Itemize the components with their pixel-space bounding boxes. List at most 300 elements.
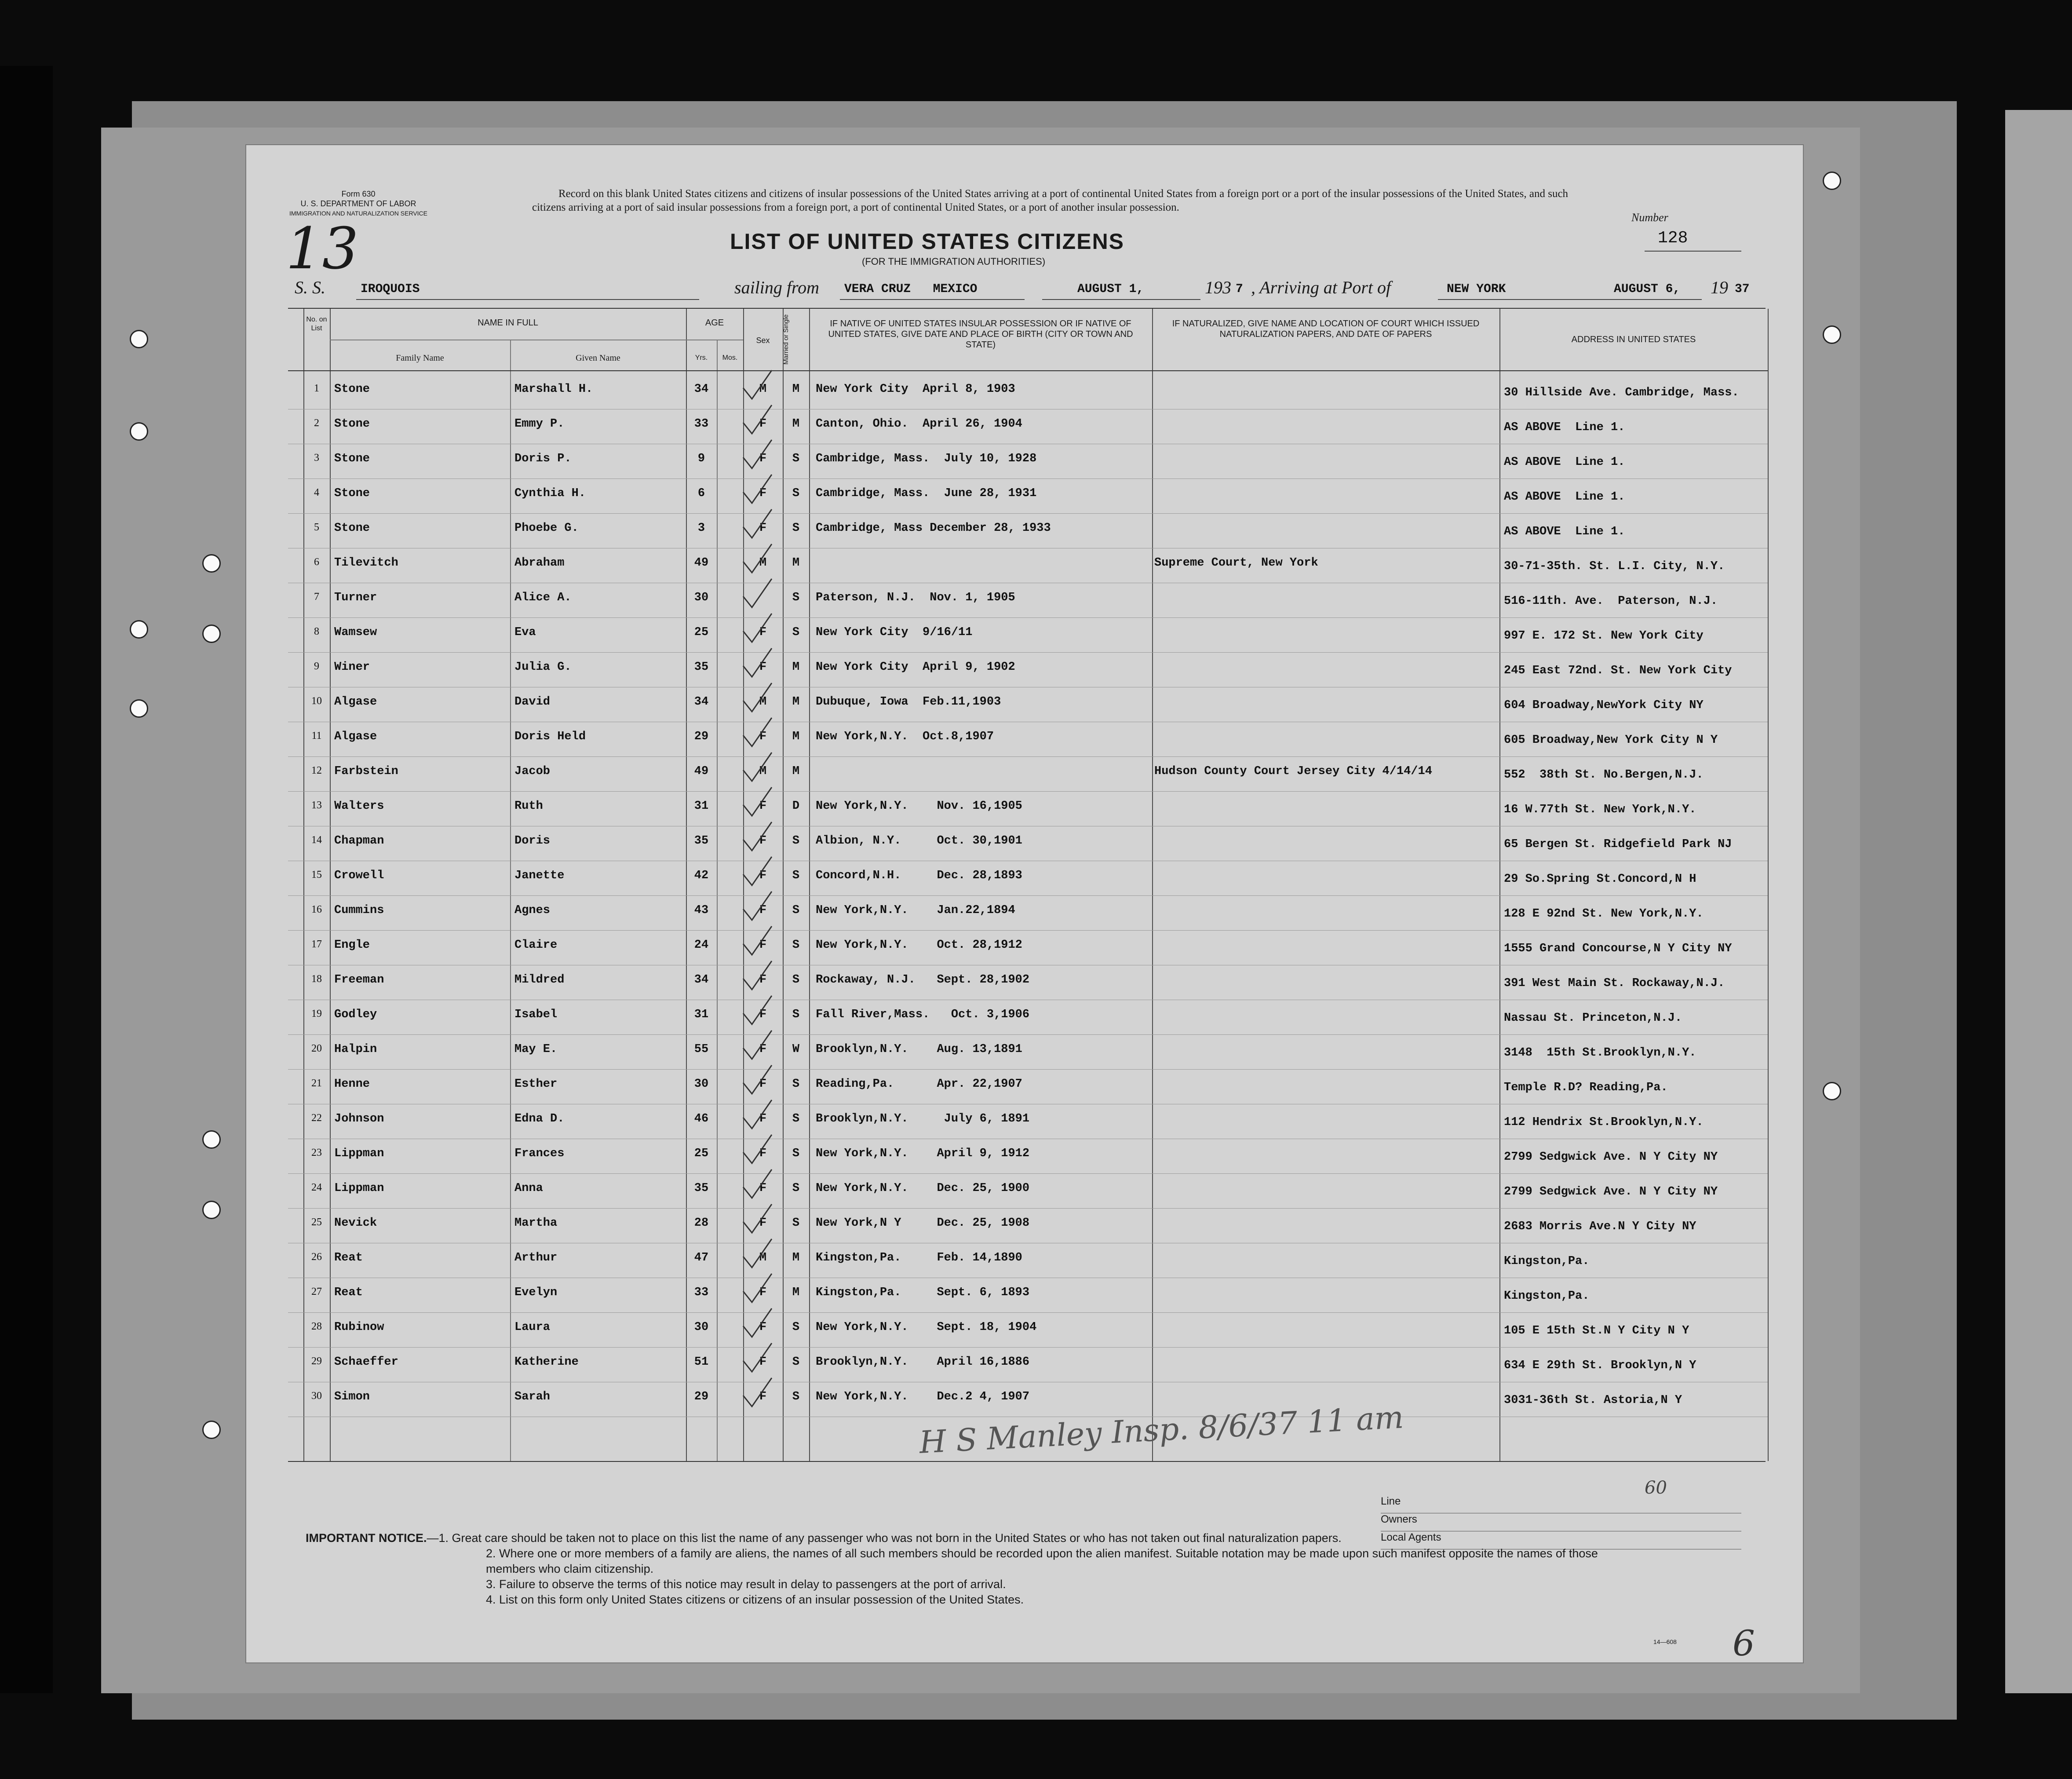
sex: F — [759, 730, 767, 743]
notice-title: IMPORTANT NOTICE. — [306, 1531, 427, 1545]
age-years: 47 — [694, 1251, 709, 1264]
family-name: Lippman — [334, 1182, 384, 1195]
us-address: 552 38th St. No.Bergen,N.J. — [1504, 768, 1704, 782]
birth-date-place: Kingston,Pa. Sept. 6, 1893 — [816, 1286, 1030, 1299]
sex: F — [759, 834, 767, 847]
given-name: Doris Held — [514, 730, 586, 743]
us-address: 605 Broadway,New York City N Y — [1504, 734, 1718, 747]
birth-date-place: Brooklyn,N.Y. Aug. 13,1891 — [816, 1043, 1022, 1056]
family-name: Algase — [334, 730, 377, 743]
row-number: 2 — [314, 417, 319, 429]
row-number: 15 — [311, 869, 322, 880]
check-mark — [743, 926, 772, 955]
arriving-label: , Arriving at Port of — [1251, 278, 1391, 297]
us-address: 2683 Morris Ave.N Y City NY — [1504, 1220, 1696, 1233]
sex: F — [759, 1216, 767, 1230]
manifest-number: 128 — [1658, 229, 1688, 248]
family-name: Simon — [334, 1390, 370, 1403]
age-years: 49 — [694, 556, 709, 570]
row-number: 5 — [314, 522, 319, 533]
birth-date-place: Brooklyn,N.Y. July 6, 1891 — [816, 1112, 1030, 1125]
col-naturalization: IF NATURALIZED, GIVE NAME AND LOCATION OF COURT WHICH ISSUED NATURALIZATION PAPERS, AND DATE OF PAPERS — [1172, 319, 1480, 339]
family-name: Johnson — [334, 1112, 384, 1125]
given-name: Cynthia H. — [514, 487, 586, 500]
check-mark — [743, 683, 772, 712]
us-address: 3148 15th St.Brooklyn,N.Y. — [1504, 1046, 1696, 1059]
check-mark — [743, 996, 772, 1024]
age-years: 6 — [697, 487, 705, 500]
row-number: 10 — [311, 695, 322, 707]
age-years: 34 — [694, 973, 709, 986]
family-name: Farbstein — [334, 765, 398, 778]
birth-date-place: New York,N.Y. Dec. 25, 1900 — [816, 1182, 1030, 1195]
family-name: Schaeffer — [334, 1355, 398, 1369]
birth-date-place: Canton, Ohio. April 26, 1904 — [816, 417, 1022, 431]
given-name: Frances — [514, 1147, 565, 1160]
given-name: Katherine — [514, 1355, 579, 1369]
birth-date-place: New York,N.Y. Dec.2 4, 1907 — [816, 1390, 1030, 1403]
us-address: AS ABOVE Line 1. — [1504, 421, 1625, 434]
col-married-single: Married or Single — [782, 314, 790, 365]
age-years: 35 — [694, 661, 709, 674]
binder-hole — [130, 330, 148, 348]
check-mark — [743, 544, 772, 573]
binder-hole — [202, 625, 221, 643]
birth-date-place: New York,N Y Dec. 25, 1908 — [816, 1216, 1030, 1230]
given-name: Mildred — [514, 973, 565, 986]
family-name: Crowell — [334, 869, 384, 882]
birth-date-place: Concord,N.H. Dec. 28,1893 — [816, 869, 1022, 882]
family-name: Freeman — [334, 973, 384, 986]
marital-status: S — [792, 1216, 800, 1230]
age-years: 34 — [694, 383, 709, 396]
check-mark — [743, 440, 772, 468]
arrival-year-prefix: 19 — [1711, 278, 1728, 297]
marital-status: M — [792, 661, 800, 674]
age-years: 29 — [694, 730, 709, 743]
age-years: 31 — [694, 800, 709, 813]
given-name: Laura — [514, 1321, 551, 1334]
marital-status: S — [792, 939, 800, 952]
us-address: Nassau St. Princeton,N.J. — [1504, 1012, 1682, 1025]
notice-item: —1. Great care should be taken not to place on this list the name of any passenger who was not born in the United States or who has not taken out final naturalization papers. — [427, 1531, 1342, 1545]
marital-status: S — [792, 1112, 800, 1125]
marital-status: S — [792, 1078, 800, 1091]
age-years: 35 — [694, 834, 709, 847]
col-age-yrs: Yrs. — [695, 354, 708, 362]
birth-date-place: New York City April 9, 1902 — [816, 661, 1015, 674]
check-mark — [743, 961, 772, 990]
given-name: Julia G. — [514, 661, 572, 674]
check-mark — [743, 1065, 772, 1094]
birth-date-place: Fall River,Mass. Oct. 3,1906 — [816, 1008, 1030, 1021]
family-name: Stone — [334, 452, 370, 465]
us-address: 30-71-35th. St. L.I. City, N.Y. — [1504, 560, 1725, 573]
col-sex: Sex — [756, 336, 770, 345]
given-name: Emmy P. — [514, 417, 565, 431]
row-number: 21 — [311, 1078, 322, 1089]
sex: F — [759, 1147, 767, 1160]
film-border-left — [0, 66, 53, 1693]
row-number: 13 — [311, 800, 322, 811]
passenger-count: 60 — [1645, 1478, 1667, 1498]
binder-hole — [202, 1421, 221, 1439]
number-field — [1645, 229, 1741, 252]
us-address: Kingston,Pa. — [1504, 1290, 1590, 1303]
marital-status: S — [792, 1390, 800, 1403]
print-code: 14—608 — [1653, 1638, 1677, 1645]
family-name: Wamsew — [334, 626, 377, 639]
check-mark — [743, 822, 772, 851]
sex: M — [759, 556, 767, 570]
naturalization-court: Hudson County Court Jersey City 4/14/14 — [1154, 765, 1432, 778]
check-mark — [743, 1169, 772, 1198]
us-address: 1555 Grand Concourse,N Y City NY — [1504, 942, 1732, 955]
given-name: Claire — [514, 939, 558, 952]
check-mark — [743, 405, 772, 434]
family-name: Nevick — [334, 1216, 377, 1230]
naturalization-court: Supreme Court, New York — [1154, 556, 1318, 570]
page-mark: 6 — [1733, 1623, 1755, 1664]
family-name: Rubinow — [334, 1321, 384, 1334]
family-name: Stone — [334, 383, 370, 396]
us-address: 105 E 15th St.N Y City N Y — [1504, 1324, 1689, 1337]
us-address: 516-11th. Ave. Paterson, N.J. — [1504, 595, 1718, 608]
row-number: 14 — [311, 834, 322, 846]
us-address: 391 West Main St. Rockaway,N.J. — [1504, 977, 1725, 990]
row-number: 25 — [311, 1216, 322, 1228]
sex: F — [759, 626, 767, 639]
marital-status: S — [792, 1147, 800, 1160]
marital-status: S — [792, 522, 800, 535]
given-name: Edna D. — [514, 1112, 565, 1125]
service-name: IMMIGRATION AND NATURALIZATION SERVICE — [289, 210, 427, 217]
number-label: Number — [1631, 211, 1668, 224]
birth-date-place: New York,N.Y. Oct.8,1907 — [816, 730, 994, 743]
sex: F — [759, 487, 767, 500]
row-number: 17 — [311, 939, 322, 950]
us-address: 634 E 29th St. Brooklyn,N Y — [1504, 1359, 1696, 1372]
col-no-on-list: No. on List — [306, 316, 327, 332]
inspector-signature: H S Manley Insp. 8/6/37 11 am — [918, 1399, 1404, 1461]
sex: F — [759, 417, 767, 431]
birth-date-place: Kingston,Pa. Feb. 14,1890 — [816, 1251, 1022, 1264]
marital-status: M — [792, 1251, 800, 1264]
sex: M — [759, 695, 767, 709]
given-name: Alice A. — [514, 591, 572, 604]
marital-status: M — [792, 383, 800, 396]
row-number: 4 — [314, 487, 319, 498]
marital-status: M — [792, 730, 800, 743]
birth-date-place: Brooklyn,N.Y. April 16,1886 — [816, 1355, 1030, 1369]
birth-date-place: Dubuque, Iowa Feb.11,1903 — [816, 695, 1001, 709]
marital-status: M — [792, 556, 800, 570]
family-name: Reat — [334, 1251, 363, 1264]
row-number: 7 — [314, 591, 319, 603]
age-years: 33 — [694, 1286, 709, 1299]
col-family-name: Family Name — [396, 353, 444, 363]
age-years: 55 — [694, 1043, 709, 1056]
check-mark — [743, 475, 772, 503]
sex: M — [759, 1251, 767, 1264]
binder-hole — [130, 699, 148, 718]
given-name: Ruth — [514, 800, 543, 813]
row-number: 11 — [311, 730, 322, 742]
family-name: Chapman — [334, 834, 384, 847]
marital-status: S — [792, 1008, 800, 1021]
check-mark — [743, 1204, 772, 1233]
row-number: 29 — [311, 1355, 322, 1367]
marital-status: S — [792, 834, 800, 847]
form-instructions: Record on this blank United States citizens and citizens of insular possessions of the United States arriving at a port of continental United States from a foreign port or a port of the insular possessions of the United States, and such citizens arriving at a port of said insular possessions from a foreign port, a port of continental United States, or a port of another insular possession. — [532, 188, 1569, 213]
row-number: 30 — [311, 1390, 322, 1402]
us-address: AS ABOVE Line 1. — [1504, 456, 1625, 469]
check-mark — [743, 1274, 772, 1302]
check-mark — [743, 1030, 772, 1059]
marital-status: S — [792, 869, 800, 882]
check-mark — [743, 648, 772, 677]
age-years: 46 — [694, 1112, 709, 1125]
check-mark — [743, 753, 772, 781]
check-mark — [743, 370, 772, 399]
us-address: 29 So.Spring St.Concord,N H — [1504, 873, 1696, 886]
age-years: 25 — [694, 626, 709, 639]
birth-date-place: New York City April 8, 1903 — [816, 383, 1015, 396]
birth-date-place: Cambridge, Mass. June 28, 1931 — [816, 487, 1037, 500]
birth-date-place: New York,N.Y. Sept. 18, 1904 — [816, 1321, 1037, 1334]
birth-date-place: Cambridge, Mass. July 10, 1928 — [816, 452, 1037, 465]
sex: F — [759, 869, 767, 882]
marital-status: M — [792, 695, 800, 709]
given-name: Isabel — [514, 1008, 558, 1021]
marital-status: S — [792, 973, 800, 986]
col-place-of-birth: IF NATIVE OF UNITED STATES INSULAR POSSESSION OR IF NATIVE OF UNITED STATES, GIVE DATE AND PLACE OF BIRTH (CITY OR TOWN AND STATE) — [828, 319, 1133, 350]
sailing-from-label: sailing from — [734, 278, 819, 297]
col-address: ADDRESS IN UNITED STATES — [1571, 335, 1696, 344]
row-number: 16 — [311, 904, 322, 915]
date-underline — [1042, 299, 1200, 300]
marital-status: S — [792, 1355, 800, 1369]
arrival-date-underline — [1605, 299, 1702, 300]
arrival-port: NEW YORK — [1447, 282, 1506, 296]
age-years: 30 — [694, 1078, 709, 1091]
given-name: David — [514, 695, 551, 709]
age-years: 35 — [694, 1182, 709, 1195]
agents-label: Local Agents — [1381, 1531, 1441, 1543]
birth-date-place: Reading,Pa. Apr. 22,1907 — [816, 1078, 1022, 1091]
vessel-underline — [356, 299, 699, 300]
departure-year: 7 — [1236, 282, 1243, 296]
check-mark — [743, 1100, 772, 1129]
check-mark — [743, 1378, 772, 1406]
sex: F — [759, 904, 767, 917]
binder-hole — [1823, 325, 1841, 344]
given-name: Doris P. — [514, 452, 572, 465]
birth-date-place: New York,N.Y. Oct. 28,1912 — [816, 939, 1022, 952]
department-name: U. S. DEPARTMENT OF LABOR — [300, 199, 416, 208]
col-age: AGE — [705, 318, 724, 328]
family-name: Tilevitch — [334, 556, 398, 570]
arrival-date: AUGUST 6, — [1614, 282, 1681, 296]
form-identity — [286, 189, 431, 218]
birth-date-place: New York,N.Y. April 9, 1912 — [816, 1147, 1030, 1160]
birth-date-place: Albion, N.Y. Oct. 30,1901 — [816, 834, 1022, 847]
check-mark — [743, 787, 772, 816]
marital-status: S — [792, 626, 800, 639]
us-address: 128 E 92nd St. New York,N.Y. — [1504, 907, 1704, 921]
row-number: 12 — [311, 765, 322, 776]
form-subtitle: (FOR THE IMMIGRATION AUTHORITIES) — [862, 256, 1046, 267]
family-name: Stone — [334, 417, 370, 431]
owners-label: Owners — [1381, 1513, 1417, 1525]
form-title: LIST OF UNITED STATES CITIZENS — [730, 229, 1125, 254]
sex: F — [759, 1321, 767, 1334]
given-name: Esther — [514, 1078, 558, 1091]
check-mark — [743, 1239, 772, 1268]
family-name: Henne — [334, 1078, 370, 1091]
age-years: 30 — [694, 1321, 709, 1334]
birth-date-place: Rockaway, N.J. Sept. 28,1902 — [816, 973, 1030, 986]
given-name: Agnes — [514, 904, 551, 917]
notice-item: 3. Failure to observe the terms of this notice may result in delay to passengers at the port of arrival. — [486, 1578, 1006, 1591]
sex: F — [759, 939, 767, 952]
binder-hole — [202, 554, 221, 573]
check-mark — [743, 1343, 772, 1372]
voyage-line — [295, 277, 1803, 303]
row-number: 6 — [314, 556, 319, 568]
sex: F — [759, 1286, 767, 1299]
row-number: 20 — [311, 1043, 322, 1054]
binder-hole — [202, 1130, 221, 1149]
age-years: 51 — [694, 1355, 709, 1369]
us-address: 65 Bergen St. Ridgefield Park NJ — [1504, 838, 1732, 851]
departure-port: VERA CRUZ MEXICO — [844, 282, 978, 296]
manifest-page — [246, 145, 1803, 1662]
sex: M — [759, 765, 767, 778]
family-name: Halpin — [334, 1043, 377, 1056]
age-years: 29 — [694, 1390, 709, 1403]
us-address: 2799 Sedgwick Ave. N Y City NY — [1504, 1185, 1718, 1198]
check-mark — [743, 1135, 772, 1163]
marital-status: S — [792, 487, 800, 500]
check-marks — [288, 309, 1768, 1461]
family-name: Turner — [334, 591, 377, 604]
binder-hole — [1823, 1082, 1841, 1100]
sex: F — [759, 973, 767, 986]
sex: F — [759, 1355, 767, 1369]
age-years: 30 — [694, 591, 709, 604]
given-name: Eva — [514, 626, 536, 639]
binder-hole — [202, 1201, 221, 1219]
rule — [1768, 309, 1769, 1461]
us-address: AS ABOVE Line 1. — [1504, 490, 1625, 504]
check-mark — [743, 857, 772, 885]
sex: F — [759, 661, 767, 674]
form-number: Form 630 — [341, 190, 376, 198]
row-number: 23 — [311, 1147, 322, 1158]
departure-year-prefix: 193 — [1205, 278, 1231, 297]
given-name: Arthur — [514, 1251, 558, 1264]
age-years: 43 — [694, 904, 709, 917]
us-address: 16 W.77th St. New York,N.Y. — [1504, 803, 1696, 816]
sex: F — [759, 522, 767, 535]
age-years: 42 — [694, 869, 709, 882]
ss-label: S. S. — [295, 278, 325, 297]
us-address: Temple R.D? Reading,Pa. — [1504, 1081, 1668, 1094]
given-name: Abraham — [514, 556, 565, 570]
departure-date: AUGUST 1, — [1077, 282, 1144, 296]
marital-status: M — [792, 417, 800, 431]
sex: M — [759, 383, 767, 396]
given-name: Jacob — [514, 765, 551, 778]
col-given-name: Given Name — [576, 353, 620, 363]
row-number: 28 — [311, 1321, 322, 1332]
binder-hole — [130, 620, 148, 639]
birth-date-place: Cambridge, Mass December 28, 1933 — [816, 522, 1051, 535]
marital-status: S — [792, 1321, 800, 1334]
us-address: Kingston,Pa. — [1504, 1255, 1590, 1268]
marital-status: M — [792, 765, 800, 778]
given-name: Marshall H. — [514, 383, 593, 396]
given-name: Martha — [514, 1216, 558, 1230]
check-mark — [743, 1308, 772, 1337]
sex: F — [759, 452, 767, 465]
age-years: 34 — [694, 695, 709, 709]
family-name: Godley — [334, 1008, 377, 1021]
age-years: 24 — [694, 939, 709, 952]
family-name: Winer — [334, 661, 370, 674]
row-number: 27 — [311, 1286, 322, 1297]
age-years: 49 — [694, 765, 709, 778]
family-name: Engle — [334, 939, 370, 952]
row-number: 19 — [311, 1008, 322, 1019]
us-address: 2799 Sedgwick Ave. N Y City NY — [1504, 1151, 1718, 1164]
binder-hole — [130, 422, 148, 441]
marital-status: S — [792, 904, 800, 917]
age-years: 31 — [694, 1008, 709, 1021]
age-years: 3 — [697, 522, 705, 535]
us-address: 604 Broadway,NewYork City NY — [1504, 699, 1704, 712]
check-mark — [743, 509, 772, 538]
binder-hole — [1823, 172, 1841, 190]
manifest-table — [288, 308, 1766, 1462]
family-name: Reat — [334, 1286, 363, 1299]
port-underline — [840, 299, 1025, 300]
arrival-year: 37 — [1735, 282, 1750, 296]
family-name: Stone — [334, 522, 370, 535]
notice-item: 2. Where one or more members of a family are aliens, the names of all such members should be recorded upon the alien manifest. Suitable notation may be made upon such manifest opposite the names of those members who claim citizenship. — [486, 1547, 1598, 1575]
family-name: Lippman — [334, 1147, 384, 1160]
given-name: Doris — [514, 834, 551, 847]
owners-field — [1381, 1513, 1741, 1531]
age-years: 25 — [694, 1147, 709, 1160]
given-name: Evelyn — [514, 1286, 558, 1299]
line-field — [1381, 1495, 1741, 1513]
family-name: Walters — [334, 800, 384, 813]
notice-item: 4. List on this form only United States citizens or citizens of an insular possession of the United States. — [486, 1593, 1024, 1606]
marital-status: M — [792, 1286, 800, 1299]
us-address: 3031-36th St. Astoria,N Y — [1504, 1394, 1682, 1407]
row-number: 1 — [314, 383, 319, 394]
family-name: Stone — [334, 487, 370, 500]
row-number: 9 — [314, 661, 319, 672]
given-name: Janette — [514, 869, 565, 882]
birth-date-place: New York,N.Y. Nov. 16,1905 — [816, 800, 1022, 813]
sex: F — [759, 1182, 767, 1195]
us-address: 245 East 72nd. St. New York City — [1504, 664, 1732, 677]
row-number: 26 — [311, 1251, 322, 1263]
us-address: AS ABOVE Line 1. — [1504, 525, 1625, 538]
